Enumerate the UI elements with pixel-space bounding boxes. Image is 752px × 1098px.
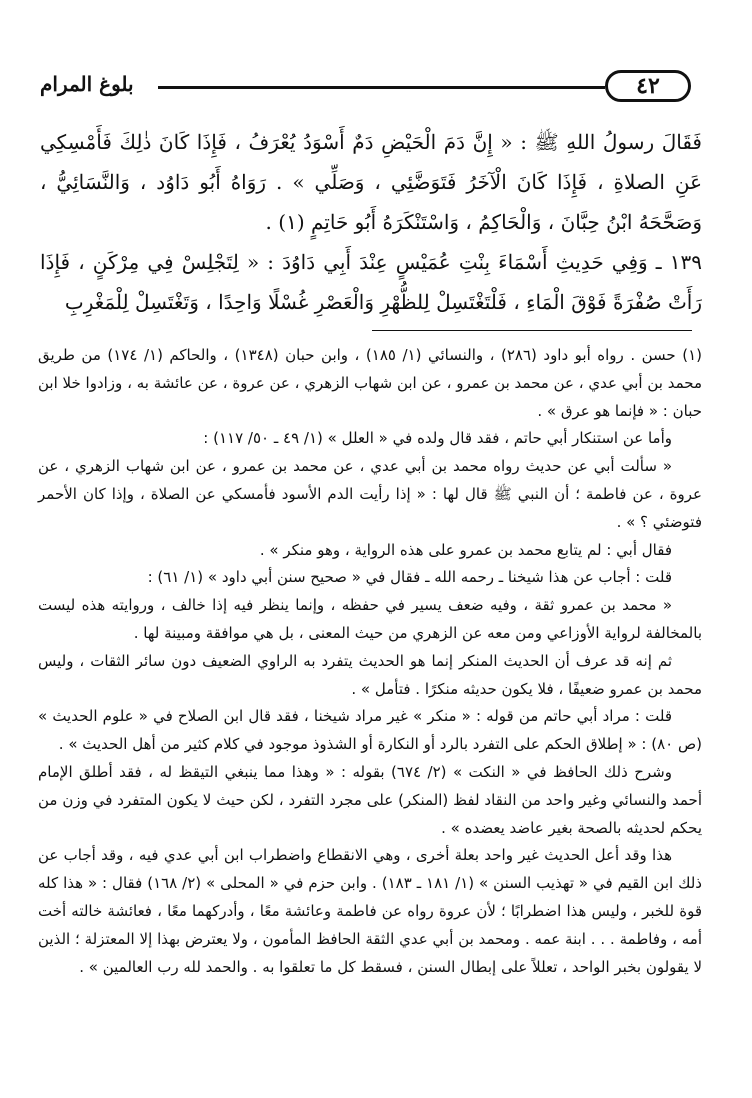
footnote-para-7: ثم إنه قد عرف أن الحديث المنكر إنما هو الحديث يتفرد به الراوي الضعيف دون سائر الثقات ، وليس محمد بن عمرو ضعيفًا ، فلا يكون حديثه منكرًا . فتأمل » . (38, 651, 702, 698)
header-rule (158, 86, 605, 89)
footnote-para-4: فقال أبي : لم يتابع محمد بن عمرو على هذه الرواية ، وهو منكر » . (259, 540, 672, 559)
footnote-para-6: « محمد بن عمرو ثقة ، وفيه ضعف يسير في حفظه ، وإنما ينظر فيه إذا خالف ، وروايته هذه ليست بالمخالفة لرواية الأوزاعي ومن معه عن الزهري من حيث المعنى ، بل هي موافقة ومبينة لها . (38, 596, 702, 642)
page-header (0, 62, 752, 112)
footnote-para-3: « سألت أبي عن حديث رواه محمد بن أبي عدي ، عن محمد بن عمرو ، عن ابن شهاب الزهري ، عن عروة ، عن فاطمة ؛ أن النبي ﷺ قال لها : « إذا رأيت الدم الأسود فأمسكي عن الصلاة ، وإذا كان الأحمر فتوضئي ؟ » . (38, 457, 702, 531)
hadith-paragraph-1: فَقَالَ رسولُ اللهِ ﷺ : « إِنَّ دَمَ الْحَيْضِ دَمٌ أَسْوَدُ يُعْرَفُ ، فَإِذَا كَانَ ذٰلِكَ فَأَمْسِكِي عَنِ الصلاةِ ، فَإِذَا كَانَ الْآخَرُ فَتَوَضَّئِي ، وَصَلِّي » . رَوَاهُ أَبُو دَاوُد ، وَالنَّسَائِيُّ ، وَصَحَّحَهُ ابْنُ حِبَّانَ ، وَالْحَاكِمُ ، وَاسْتَنْكَرَهُ أَبُو حَاتِمٍ (١) . (40, 130, 702, 234)
book-title: بلوغ المرام (40, 72, 134, 96)
footnote-separator (372, 330, 692, 331)
footnote-marker: (١) (682, 346, 702, 364)
footnote-para-10: هذا وقد أعل الحديث غير واحد بعلة أخرى ، وهي الانقطاع واضطراب ابن أبي عدي فيه ، وقد أجاب عن ذلك ابن القيم في « تهذيب السنن » (١/ ١٨١ ـ ١٨٣) . وابن حزم في « المحلى » (٢/ ١٦٨) فقال : « هذا كله قوة للخبر ، وليس هذا اضطرابًا ؛ لأن عروة رواه عن فاطمة وعائشة معًا ، وأدركهما معًا ، فعائشة خالته أخت أمه ، وفاطمة . . . ابنة عمه . ومحمد بن أبي عدي الثقة الحافظ المأمون ، ولا يعترض بهذا إلا المعتزلة ؛ الذين لا يقولون بخبر الواحد ، تعللاً على إبطال السنن ، فسقط كل ما تعلقوا به . والحمد لله رب العالمين » . (38, 846, 702, 976)
footnote-para-8: قلت : مراد أبي حاتم من قوله : « منكر » غير مراد شيخنا ، فقد قال ابن الصلاح في « علوم الحديث » (ص ٨٠) : « إطلاق الحكم على التفرد بالرد أو النكارة أو الشذوذ موجود في كلام كثير من أهل الحديث » . (38, 707, 702, 754)
footnote-para-2: وأما عن استنكار أبي حاتم ، فقد قال ولده في « العلل » (١/ ٤٩ ـ ٥٠/ ١١٧) : (203, 429, 672, 448)
main-text (40, 122, 702, 322)
page-number: ٤٢ (605, 70, 691, 102)
footnote-1-text: حسن . رواه أبو داود (٢٨٦) ، والنسائي (١/ ١٨٥) ، وابن حبان (١٣٤٨) ، والحاكم (١/ ١٧٤) من طريق محمد بن أبي عدي ، عن محمد بن عمرو ، عن ابن شهاب الزهري ، عن عروة ، عن عائشة به ، وزادوا خلا ابن حبان : « فإنما هو عرق » . (38, 346, 702, 420)
footnote-para-9: وشرح ذلك الحافظ في « النكت » (٢/ ٦٧٤) بقوله : « وهذا مما ينبغي التيقظ له ، فقد أطلق الإمام أحمد والنسائي وغير واحد من النقاد لفظ (المنكر) على مجرد التفرد ، لكن حيث لا يكون المتفرد في وزن من يحكم لحديثه بالصحة بغير عاضد يعضده » . (38, 762, 702, 837)
hadith-paragraph-2: ١٣٩ ـ وَفِي حَدِيثِ أَسْمَاءَ بِنْتِ عُمَيْسٍ عِنْدَ أَبِي دَاوُدَ : « لِتَجْلِسْ فِي مِرْكَنٍ ، فَإِذَا رَأَتْ صُفْرَةً فَوْقَ الْمَاءِ ، فَلْتَغْتَسِلْ لِلظُّهْرِ وَالْعَصْرِ غُسْلًا وَاحِدًا ، وَتَغْتَسِلْ لِلْمَغْرِبِ (40, 250, 702, 314)
footnote-1 (38, 342, 702, 425)
footnote-para-5: قلت : أجاب عن هذا شيخنا ـ رحمه الله ـ فقال في « صحيح سنن أبي داود » (١/ ٦١) : (147, 568, 672, 587)
footnotes (38, 342, 702, 981)
